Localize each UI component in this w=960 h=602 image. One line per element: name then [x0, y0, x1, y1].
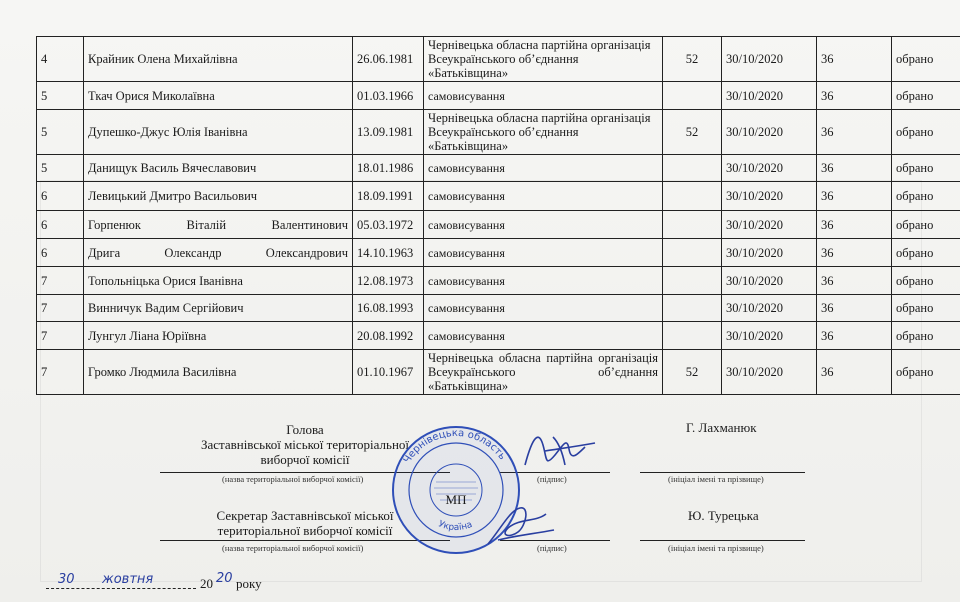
district-count: 36 [817, 155, 892, 182]
candidate-name: Горпенюк Віталій Валентинович [84, 211, 353, 239]
head-role-line3: виборчої комісії [260, 452, 350, 467]
district-count: 36 [817, 295, 892, 322]
election-status: обрано [892, 82, 960, 110]
candidate-name: Дупешко-Джус Юлія Іванівна [84, 110, 353, 155]
head-name: Г. Лахманюк [686, 420, 757, 435]
district-count: 36 [817, 239, 892, 267]
table-row [37, 267, 960, 295]
date-year-suffix: 20 [216, 571, 233, 586]
date-month: жовтня [102, 572, 154, 587]
head-name-hint: (ініціал імені та прізвище) [668, 474, 764, 484]
election-status: обрано [892, 322, 960, 350]
election-date: 30/10/2020 [722, 322, 817, 350]
party-code: 52 [663, 350, 722, 395]
head-role-line1: Голова [286, 422, 324, 437]
district-count: 36 [817, 110, 892, 155]
district-count: 36 [817, 82, 892, 110]
election-date: 30/10/2020 [722, 211, 817, 239]
head-name-line [640, 472, 805, 473]
election-status: обрано [892, 267, 960, 295]
election-date: 30/10/2020 [722, 155, 817, 182]
birth-date: 20.08.1992 [353, 322, 424, 350]
birth-date: 13.09.1981 [353, 110, 424, 155]
table-row [37, 322, 960, 350]
district-count: 36 [817, 182, 892, 211]
candidate-name: Топольніцька Орися Іванівна [84, 267, 353, 295]
row-number: 5 [37, 155, 84, 182]
row-number: 7 [37, 350, 84, 395]
head-signature-hint: (підпис) [537, 474, 567, 484]
party-affiliation: самовисування [424, 322, 663, 350]
election-status: обрано [892, 110, 960, 155]
date-underline [46, 588, 196, 589]
results-table [36, 36, 960, 395]
table-row [37, 155, 960, 182]
birth-date: 12.08.1973 [353, 267, 424, 295]
secretary-name-hint: (ініціал імені та прізвище) [668, 543, 764, 553]
election-date: 30/10/2020 [722, 37, 817, 82]
district-count: 36 [817, 322, 892, 350]
party-affiliation: самовисування [424, 155, 663, 182]
party-code [663, 182, 722, 211]
candidate-name: Ткач Орися Миколаївна [84, 82, 353, 110]
secretary-role [190, 508, 420, 538]
election-date: 30/10/2020 [722, 267, 817, 295]
party-code: 52 [663, 110, 722, 155]
row-number: 6 [37, 182, 84, 211]
party-code [663, 267, 722, 295]
secretary-commission-hint: (назва територіальної виборчої комісії) [222, 543, 364, 553]
date-word: року [236, 576, 262, 591]
candidate-name: Крайник Олена Михайлівна [84, 37, 353, 82]
birth-date: 18.01.1986 [353, 155, 424, 182]
table-row [37, 182, 960, 211]
election-date: 30/10/2020 [722, 182, 817, 211]
birth-date: 05.03.1972 [353, 211, 424, 239]
birth-date: 01.10.1967 [353, 350, 424, 395]
election-status: обрано [892, 211, 960, 239]
district-count: 36 [817, 211, 892, 239]
party-affiliation: Чернівецька обласна партійна організація Всеукраїнського об’єднання «Батьківщина» [424, 110, 663, 155]
secretary-name: Ю. Турецька [688, 508, 759, 523]
row-number: 7 [37, 322, 84, 350]
party-affiliation: Чернівецька обласна партійна організація Всеукраїнського об’єднання «Батьківщина» [424, 350, 663, 395]
birth-date: 26.06.1981 [353, 37, 424, 82]
election-status: обрано [892, 155, 960, 182]
election-status: обрано [892, 37, 960, 82]
party-code: 52 [663, 37, 722, 82]
stamp-inner-text: Україна [436, 519, 474, 534]
secretary-role-line2: територіальної виборчої комісії [217, 523, 393, 538]
party-code [663, 322, 722, 350]
party-affiliation: самовисування [424, 267, 663, 295]
table-row [37, 110, 960, 155]
row-number: 7 [37, 295, 84, 322]
party-affiliation: самовисування [424, 295, 663, 322]
candidate-name: Винничук Вадим Сергійович [84, 295, 353, 322]
date-year-prefix: 20 [200, 576, 213, 591]
party-affiliation: самовисування [424, 182, 663, 211]
election-date: 30/10/2020 [722, 110, 817, 155]
birth-date: 18.09.1991 [353, 182, 424, 211]
head-signature-scribble [515, 425, 605, 473]
head-role-line2: Заставнівської міської територіальної [200, 437, 410, 452]
date-day: 30 [58, 572, 75, 587]
party-code [663, 295, 722, 322]
party-code [663, 155, 722, 182]
candidate-name: Лунгул Ліана Юріївна [84, 322, 353, 350]
table-row [37, 239, 960, 267]
election-date: 30/10/2020 [722, 295, 817, 322]
table-row [37, 82, 960, 110]
head-role [190, 422, 420, 467]
secretary-role-line1: Секретар Заставнівської міської [216, 508, 394, 523]
election-status: обрано [892, 350, 960, 395]
row-number: 5 [37, 110, 84, 155]
candidate-name: Левицький Дмитро Васильович [84, 182, 353, 211]
candidate-name: Данищук Василь Вячеславович [84, 155, 353, 182]
candidate-name: Громко Людмила Василівна [84, 350, 353, 395]
row-number: 6 [37, 239, 84, 267]
election-date: 30/10/2020 [722, 350, 817, 395]
row-number: 5 [37, 82, 84, 110]
party-affiliation: самовисування [424, 82, 663, 110]
party-affiliation: самовисування [424, 211, 663, 239]
secretary-name-line [640, 540, 805, 541]
party-code [663, 82, 722, 110]
party-code [663, 211, 722, 239]
district-count: 36 [817, 37, 892, 82]
election-date: 30/10/2020 [722, 82, 817, 110]
birth-date: 16.08.1993 [353, 295, 424, 322]
secretary-signature-scribble [480, 500, 560, 550]
election-status: обрано [892, 295, 960, 322]
table-row [37, 295, 960, 322]
party-affiliation: самовисування [424, 239, 663, 267]
candidate-name: Дрига Олександр Олександрович [84, 239, 353, 267]
election-status: обрано [892, 182, 960, 211]
election-date: 30/10/2020 [722, 239, 817, 267]
party-code [663, 239, 722, 267]
district-count: 36 [817, 267, 892, 295]
district-count: 36 [817, 350, 892, 395]
birth-date: 01.03.1966 [353, 82, 424, 110]
party-affiliation: Чернівецька обласна партійна організація Всеукраїнського об’єднання «Батьківщина» [424, 37, 663, 82]
birth-date: 14.10.1963 [353, 239, 424, 267]
table-row [37, 37, 960, 82]
table-row [37, 350, 960, 395]
head-commission-hint: (назва територіальної виборчої комісії) [222, 474, 364, 484]
row-number: 7 [37, 267, 84, 295]
stamp-mark: МП [445, 492, 467, 507]
secretary-signature-hint: (підпис) [537, 543, 567, 553]
row-number: 4 [37, 37, 84, 82]
row-number: 6 [37, 211, 84, 239]
election-status: обрано [892, 239, 960, 267]
stamp-outer-text: Чернівецька область [401, 427, 508, 466]
table-row [37, 211, 960, 239]
